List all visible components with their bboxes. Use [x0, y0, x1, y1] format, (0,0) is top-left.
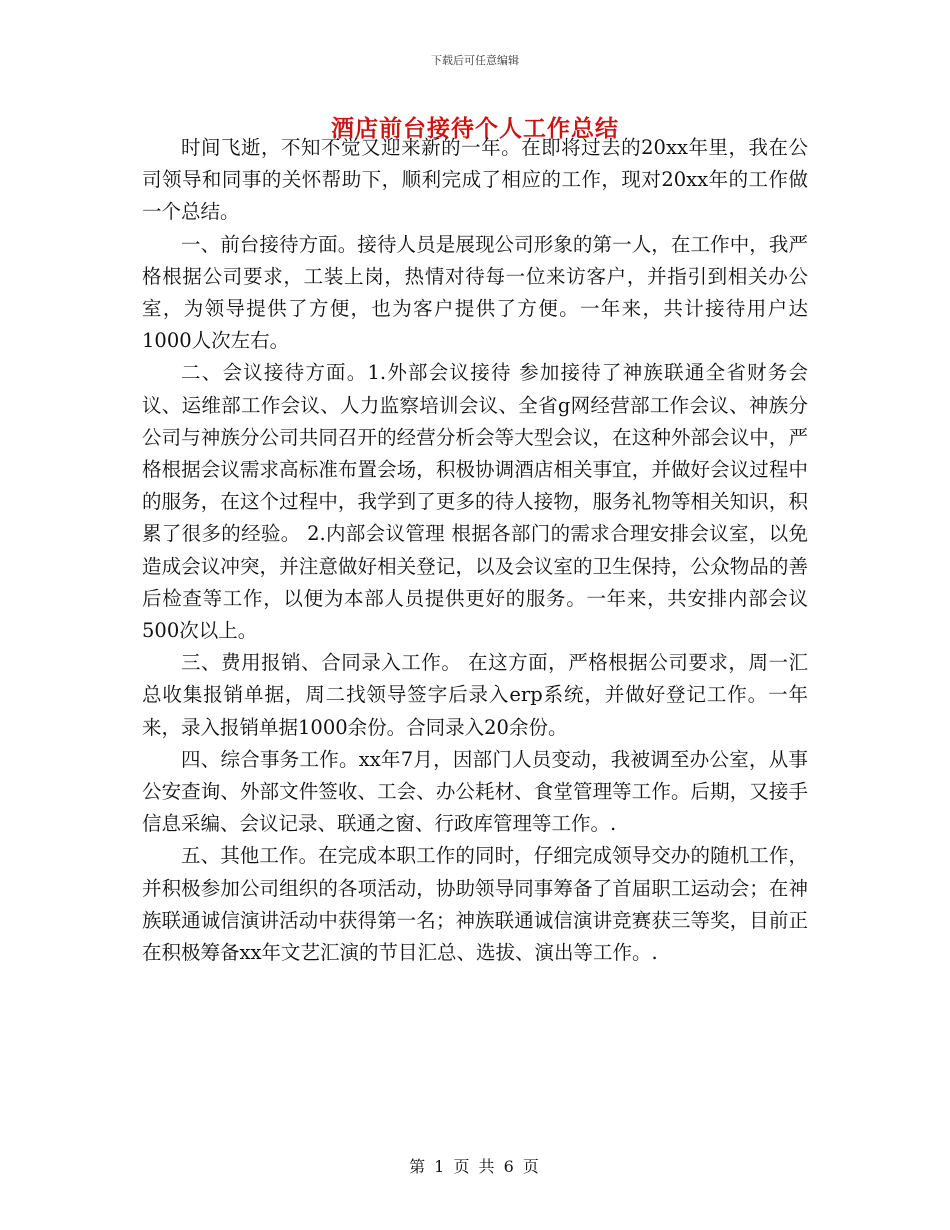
paragraph-intro: 时间飞逝，不知不觉又迎来新的一年。在即将过去的20xx年里，我在公司领导和同事的关怀帮助下，顺利完成了相应的工作，现对20xx年的工作做一个总结。: [142, 136, 808, 224]
paragraph-meetings: 二、会议接待方面。1.外部会议接待 参加接待了神族联通全省财务会议、运维部工作会议、人力监察培训会议、全省g网经营部工作会议、神族分公司与神族分公司共同召开的经营分析会等大型会议，在这种外部会议中，严格根据会议需求高标准布置会场，积极协调酒店相关事宜，并做好会议过程中的服务，在这个过程中，我学到了更多的待人接物，服务礼物等相关知识，积累了很多的经验。 2.内部会议管理 根据各部门的需求合理安排会议室，以免造成会议冲突，并注意做好相关登记，以及会议室的卫生保持，公众物品的善后检查等工作，以便为本部人员提供更好的服务。一年来，共安排内部会议500次以上。: [142, 361, 808, 643]
header-note: 下载后可任意编辑: [431, 54, 519, 67]
paragraph-general-affairs: 四、综合事务工作。xx年7月，因部门人员变动，我被调至办公室，从事公安查询、外部文件签收、工会、办公耗材、食堂管理等工作。后期，又接手信息采编、会议记录、联通之窗、行政库管理等工作。.: [142, 747, 808, 836]
paragraph-reimbursement: 三、费用报销、合同录入工作。 在这方面，严格根据公司要求，周一汇总收集报销单据，周二找领导签字后录入erp系统，并做好登记工作。一年来，录入报销单据1000余份。合同录入20余份。: [142, 651, 808, 739]
document-title: 酒店前台接待个人工作总结: [331, 115, 619, 142]
paragraph-reception: 一、前台接待方面。接待人员是展现公司形象的第一人，在工作中，我严格根据公司要求，工装上岗，热情对待每一位来访客户，并指引到相关办公室，为领导提供了方便，也为客户提供了方便。一年来，共计接待用户达1000人次左右。: [142, 232, 808, 353]
document-body: [142, 132, 808, 969]
page-footer: 第 1 页 共 6 页: [409, 1157, 541, 1176]
paragraph-other-work: 五、其他工作。在完成本职工作的同时，仔细完成领导交办的随机工作，并积极参加公司组织的各项活动，协助领导同事筹备了首届职工运动会；在神族联通诚信演讲活动中获得第一名；神族联通诚信演讲竞赛获三等奖，目前正在积极筹备xx年文艺汇演的节目汇总、选拔、演出等工作。.: [142, 844, 808, 965]
